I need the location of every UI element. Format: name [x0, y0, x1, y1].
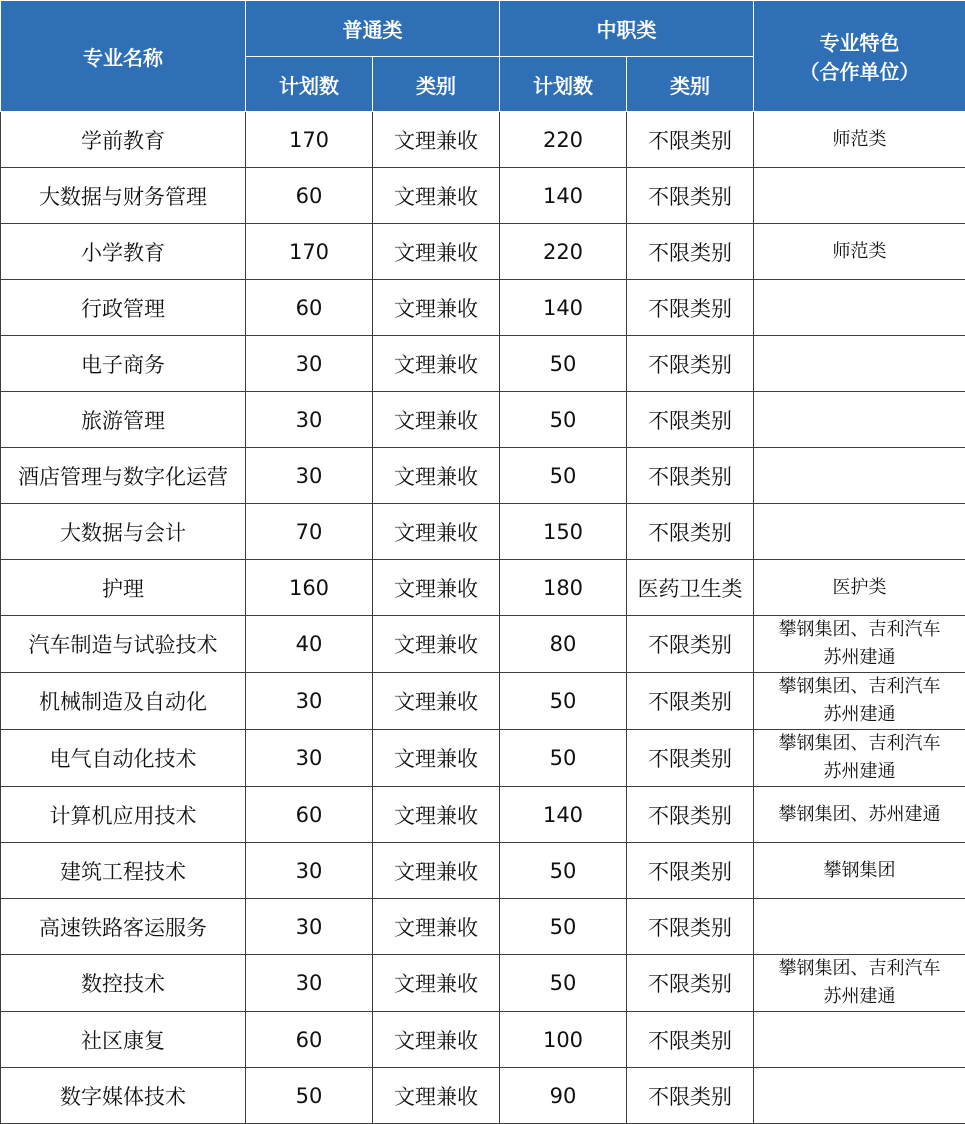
table-row: [1, 560, 965, 616]
major-name-cell: 学前教育: [1, 112, 246, 168]
feature-cell: [754, 673, 965, 730]
general-category-cell: 文理兼收: [373, 504, 500, 560]
major-name-cell: 大数据与财务管理: [1, 168, 246, 224]
general-plan-cell: 30: [246, 955, 373, 1012]
major-name-cell: 计算机应用技术: [1, 787, 246, 843]
general-plan-cell: 30: [246, 448, 373, 504]
vocational-plan-cell: 50: [500, 673, 627, 730]
header-general-plan: 计划数: [246, 57, 373, 112]
vocational-category-cell: 不限类别: [627, 730, 754, 787]
vocational-category-cell: 不限类别: [627, 1012, 754, 1068]
table-row: [1, 224, 965, 280]
general-plan-cell: 60: [246, 168, 373, 224]
major-name-cell: 电子商务: [1, 336, 246, 392]
feature-cell: [754, 955, 965, 1012]
header-vocational-category: 类别: [627, 57, 754, 112]
feature-cell: [754, 787, 965, 843]
feature-line-1: 攀钢集团: [754, 857, 965, 885]
header-general-category: 类别: [373, 57, 500, 112]
major-name-cell: 行政管理: [1, 280, 246, 336]
general-category-cell: 文理兼收: [373, 224, 500, 280]
table-row: [1, 392, 965, 448]
general-category-cell: 文理兼收: [373, 560, 500, 616]
feature-cell: [754, 730, 965, 787]
feature-cell: [754, 168, 965, 224]
general-category-cell: 文理兼收: [373, 112, 500, 168]
vocational-category-cell: 不限类别: [627, 787, 754, 843]
major-name-cell: 电气自动化技术: [1, 730, 246, 787]
vocational-plan-cell: 90: [500, 1068, 627, 1124]
header-vocational: 中职类: [500, 1, 754, 57]
general-plan-cell: 60: [246, 787, 373, 843]
feature-cell: [754, 392, 965, 448]
table-row: [1, 899, 965, 955]
major-name-cell: 机械制造及自动化: [1, 673, 246, 730]
table-row: [1, 112, 965, 168]
feature-line-2: 苏州建通: [754, 701, 965, 729]
vocational-plan-cell: 140: [500, 280, 627, 336]
table-row: [1, 168, 965, 224]
general-plan-cell: 170: [246, 224, 373, 280]
major-name-cell: 社区康复: [1, 1012, 246, 1068]
general-plan-cell: 40: [246, 616, 373, 673]
general-category-cell: 文理兼收: [373, 843, 500, 899]
vocational-category-cell: 不限类别: [627, 673, 754, 730]
table-row: [1, 336, 965, 392]
vocational-plan-cell: 140: [500, 168, 627, 224]
header-major-name: 专业名称: [1, 1, 246, 112]
general-category-cell: 文理兼收: [373, 168, 500, 224]
general-plan-cell: 30: [246, 336, 373, 392]
table-row: [1, 673, 965, 730]
feature-cell: [754, 504, 965, 560]
general-category-cell: 文理兼收: [373, 787, 500, 843]
general-category-cell: 文理兼收: [373, 955, 500, 1012]
general-plan-cell: 30: [246, 673, 373, 730]
major-name-cell: 旅游管理: [1, 392, 246, 448]
vocational-plan-cell: 220: [500, 224, 627, 280]
feature-line-1: 医护类: [754, 574, 965, 602]
vocational-plan-cell: 50: [500, 392, 627, 448]
feature-cell: [754, 616, 965, 673]
major-name-cell: 小学教育: [1, 224, 246, 280]
general-plan-cell: 30: [246, 899, 373, 955]
table-row: [1, 787, 965, 843]
vocational-plan-cell: 50: [500, 448, 627, 504]
general-plan-cell: 30: [246, 843, 373, 899]
vocational-category-cell: 不限类别: [627, 1068, 754, 1124]
table-row: [1, 1068, 965, 1124]
general-plan-cell: 30: [246, 392, 373, 448]
vocational-plan-cell: 50: [500, 955, 627, 1012]
header-feature-title: 专业特色: [754, 27, 965, 56]
general-plan-cell: 170: [246, 112, 373, 168]
vocational-category-cell: 不限类别: [627, 504, 754, 560]
feature-line-2: 苏州建通: [754, 983, 965, 1011]
feature-cell: [754, 112, 965, 168]
vocational-category-cell: 不限类别: [627, 448, 754, 504]
feature-line-1: 攀钢集团、苏州建通: [754, 801, 965, 829]
vocational-plan-cell: 100: [500, 1012, 627, 1068]
major-name-cell: 数字媒体技术: [1, 1068, 246, 1124]
general-category-cell: 文理兼收: [373, 1068, 500, 1124]
header-feature-subtitle: （合作单位）: [754, 56, 965, 85]
general-category-cell: 文理兼收: [373, 392, 500, 448]
general-plan-cell: 60: [246, 1012, 373, 1068]
feature-cell: [754, 336, 965, 392]
table-row: [1, 843, 965, 899]
general-plan-cell: 30: [246, 730, 373, 787]
general-category-cell: 文理兼收: [373, 280, 500, 336]
vocational-category-cell: 不限类别: [627, 168, 754, 224]
major-name-cell: 大数据与会计: [1, 504, 246, 560]
feature-line-1: 攀钢集团、吉利汽车: [754, 955, 965, 983]
table-row: [1, 448, 965, 504]
header-general: 普通类: [246, 1, 500, 57]
feature-cell: [754, 280, 965, 336]
feature-cell: [754, 448, 965, 504]
vocational-plan-cell: 80: [500, 616, 627, 673]
feature-cell: [754, 1068, 965, 1124]
feature-line-1: 攀钢集团、吉利汽车: [754, 673, 965, 701]
general-plan-cell: 60: [246, 280, 373, 336]
feature-cell: [754, 1012, 965, 1068]
vocational-category-cell: 不限类别: [627, 112, 754, 168]
vocational-plan-cell: 50: [500, 899, 627, 955]
major-name-cell: 建筑工程技术: [1, 843, 246, 899]
vocational-category-cell: 不限类别: [627, 616, 754, 673]
table-row: [1, 280, 965, 336]
feature-line-1: 攀钢集团、吉利汽车: [754, 616, 965, 644]
vocational-plan-cell: 50: [500, 336, 627, 392]
feature-cell: [754, 560, 965, 616]
feature-cell: [754, 224, 965, 280]
table-row: [1, 1012, 965, 1068]
table-row: [1, 730, 965, 787]
feature-line-2: 苏州建通: [754, 758, 965, 786]
vocational-category-cell: 医药卫生类: [627, 560, 754, 616]
general-plan-cell: 50: [246, 1068, 373, 1124]
table-row: [1, 504, 965, 560]
major-name-cell: 护理: [1, 560, 246, 616]
vocational-plan-cell: 50: [500, 730, 627, 787]
major-name-cell: 汽车制造与试验技术: [1, 616, 246, 673]
table-body: [1, 112, 965, 1124]
feature-line-1: 攀钢集团、吉利汽车: [754, 730, 965, 758]
general-plan-cell: 70: [246, 504, 373, 560]
general-category-cell: 文理兼收: [373, 1012, 500, 1068]
feature-line-1: 师范类: [754, 126, 965, 154]
feature-line-2: 苏州建通: [754, 644, 965, 672]
general-plan-cell: 160: [246, 560, 373, 616]
vocational-category-cell: 不限类别: [627, 843, 754, 899]
major-name-cell: 高速铁路客运服务: [1, 899, 246, 955]
general-category-cell: 文理兼收: [373, 730, 500, 787]
vocational-category-cell: 不限类别: [627, 899, 754, 955]
vocational-category-cell: 不限类别: [627, 224, 754, 280]
general-category-cell: 文理兼收: [373, 336, 500, 392]
table-row: [1, 616, 965, 673]
general-category-cell: 文理兼收: [373, 448, 500, 504]
general-category-cell: 文理兼收: [373, 673, 500, 730]
vocational-plan-cell: 140: [500, 787, 627, 843]
vocational-category-cell: 不限类别: [627, 336, 754, 392]
vocational-category-cell: 不限类别: [627, 280, 754, 336]
feature-line-1: 师范类: [754, 238, 965, 266]
vocational-category-cell: 不限类别: [627, 392, 754, 448]
header-vocational-plan: 计划数: [500, 57, 627, 112]
feature-cell: [754, 843, 965, 899]
vocational-plan-cell: 50: [500, 843, 627, 899]
major-name-cell: 酒店管理与数字化运营: [1, 448, 246, 504]
vocational-plan-cell: 150: [500, 504, 627, 560]
table-row: [1, 955, 965, 1012]
general-category-cell: 文理兼收: [373, 616, 500, 673]
general-category-cell: 文理兼收: [373, 899, 500, 955]
vocational-category-cell: 不限类别: [627, 955, 754, 1012]
vocational-plan-cell: 180: [500, 560, 627, 616]
header-feature: [754, 1, 965, 112]
feature-cell: [754, 899, 965, 955]
major-name-cell: 数控技术: [1, 955, 246, 1012]
vocational-plan-cell: 220: [500, 112, 627, 168]
